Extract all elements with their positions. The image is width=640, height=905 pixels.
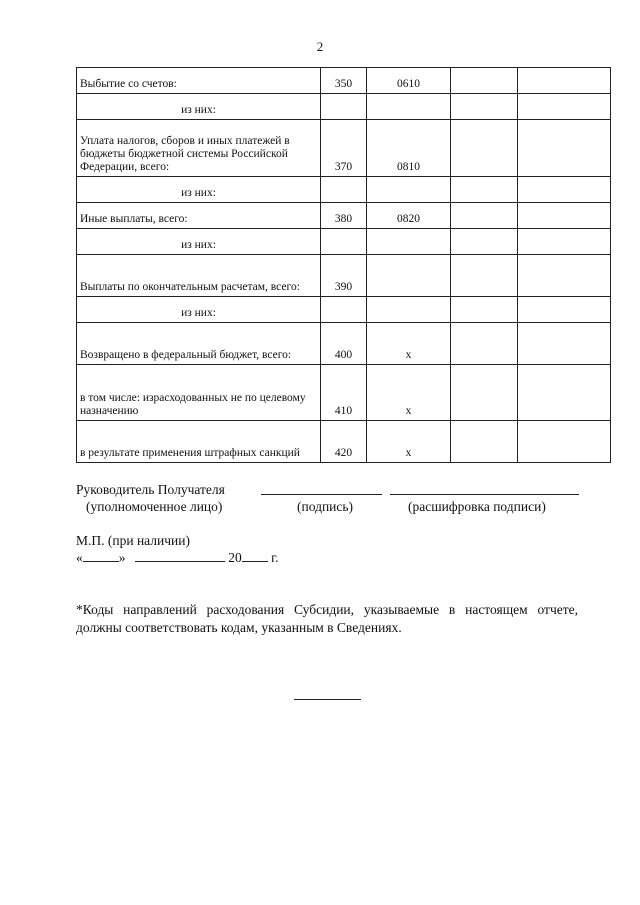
table-row (77, 297, 611, 323)
row-line-code (321, 177, 367, 203)
row-line-code: 350 (321, 68, 367, 94)
row-direction-code: 0820 (367, 203, 451, 229)
day-blank (83, 550, 119, 562)
row-direction-code (367, 94, 451, 120)
row-value-cell (518, 229, 611, 255)
row-value-cell (518, 94, 611, 120)
table-row (77, 229, 611, 255)
table-row (77, 203, 611, 229)
row-value-cell (451, 365, 518, 421)
row-value-cell (451, 94, 518, 120)
table-row (77, 365, 611, 421)
row-value-cell (451, 120, 518, 177)
row-label: в результате применения штрафных санкций (77, 421, 321, 463)
table-row (77, 120, 611, 177)
table-row (77, 68, 611, 94)
row-label: Уплата налогов, сборов и иных платежей в бюджеты бюджетной системы Российской Федерации, всего: (77, 120, 321, 177)
row-value-cell (451, 297, 518, 323)
row-direction-code (367, 255, 451, 297)
row-label: Выплаты по окончательным расчетам, всего: (77, 255, 321, 297)
table-row (77, 323, 611, 365)
row-line-code: 380 (321, 203, 367, 229)
row-value-cell (451, 229, 518, 255)
row-label: из них: (77, 229, 321, 255)
month-blank (135, 550, 225, 562)
row-value-cell (451, 421, 518, 463)
row-label: Выбытие со счетов: (77, 68, 321, 94)
row-line-code: 410 (321, 365, 367, 421)
date-open-quote: « (76, 550, 83, 565)
end-separator (294, 699, 361, 700)
row-direction-code: 0810 (367, 120, 451, 177)
year-suffix: г. (271, 550, 279, 565)
year-blank (242, 550, 268, 562)
row-direction-code (367, 177, 451, 203)
row-value-cell (518, 297, 611, 323)
row-value-cell (451, 255, 518, 297)
row-direction-code: x (367, 323, 451, 365)
row-line-code (321, 229, 367, 255)
row-value-cell (518, 365, 611, 421)
row-value-cell (451, 177, 518, 203)
signature-line (261, 494, 382, 495)
row-value-cell (518, 323, 611, 365)
row-label: в том числе: израсходованных не по целевому назначению (77, 365, 321, 421)
table-row (77, 255, 611, 297)
row-line-code (321, 94, 367, 120)
page-number: 2 (316, 39, 324, 54)
decipher-line (390, 494, 579, 495)
row-value-cell (451, 323, 518, 365)
signature-block (76, 482, 610, 517)
row-value-cell (518, 120, 611, 177)
row-value-cell (518, 421, 611, 463)
row-value-cell (518, 203, 611, 229)
row-direction-code (367, 229, 451, 255)
decipher-caption: (расшифровка подписи) (408, 499, 546, 514)
stamp-label: М.П. (при наличии) (76, 533, 190, 548)
row-line-code: 390 (321, 255, 367, 297)
row-direction-code: 0610 (367, 68, 451, 94)
signature-caption: (подпись) (297, 499, 354, 514)
row-line-code: 420 (321, 421, 367, 463)
row-direction-code: x (367, 421, 451, 463)
row-line-code: 370 (321, 120, 367, 177)
row-value-cell (518, 177, 611, 203)
table-row (77, 94, 611, 120)
row-line-code: 400 (321, 323, 367, 365)
table-row (77, 177, 611, 203)
head-label: Руководитель Получателя (76, 482, 225, 497)
date-line (76, 550, 279, 566)
report-table (76, 67, 611, 463)
row-label: из них: (77, 297, 321, 323)
row-label: из них: (77, 177, 321, 203)
row-value-cell (451, 203, 518, 229)
row-direction-code (367, 297, 451, 323)
authorized-label: (уполномоченное лицо) (86, 499, 223, 514)
row-label: из них: (77, 94, 321, 120)
row-value-cell (518, 255, 611, 297)
row-label: Иные выплаты, всего: (77, 203, 321, 229)
footnote: *Коды направлений расходования Субсидии, указываемые в настоящем отчете, должны соответствовать кодам, указанным в Сведениях. (76, 602, 578, 635)
row-value-cell (518, 68, 611, 94)
row-value-cell (451, 68, 518, 94)
table-row (77, 421, 611, 463)
row-label: Возвращено в федеральный бюджет, всего: (77, 323, 321, 365)
year-prefix: 20 (228, 550, 242, 565)
date-close-quote: » (118, 550, 126, 565)
row-direction-code: x (367, 365, 451, 421)
row-line-code (321, 297, 367, 323)
